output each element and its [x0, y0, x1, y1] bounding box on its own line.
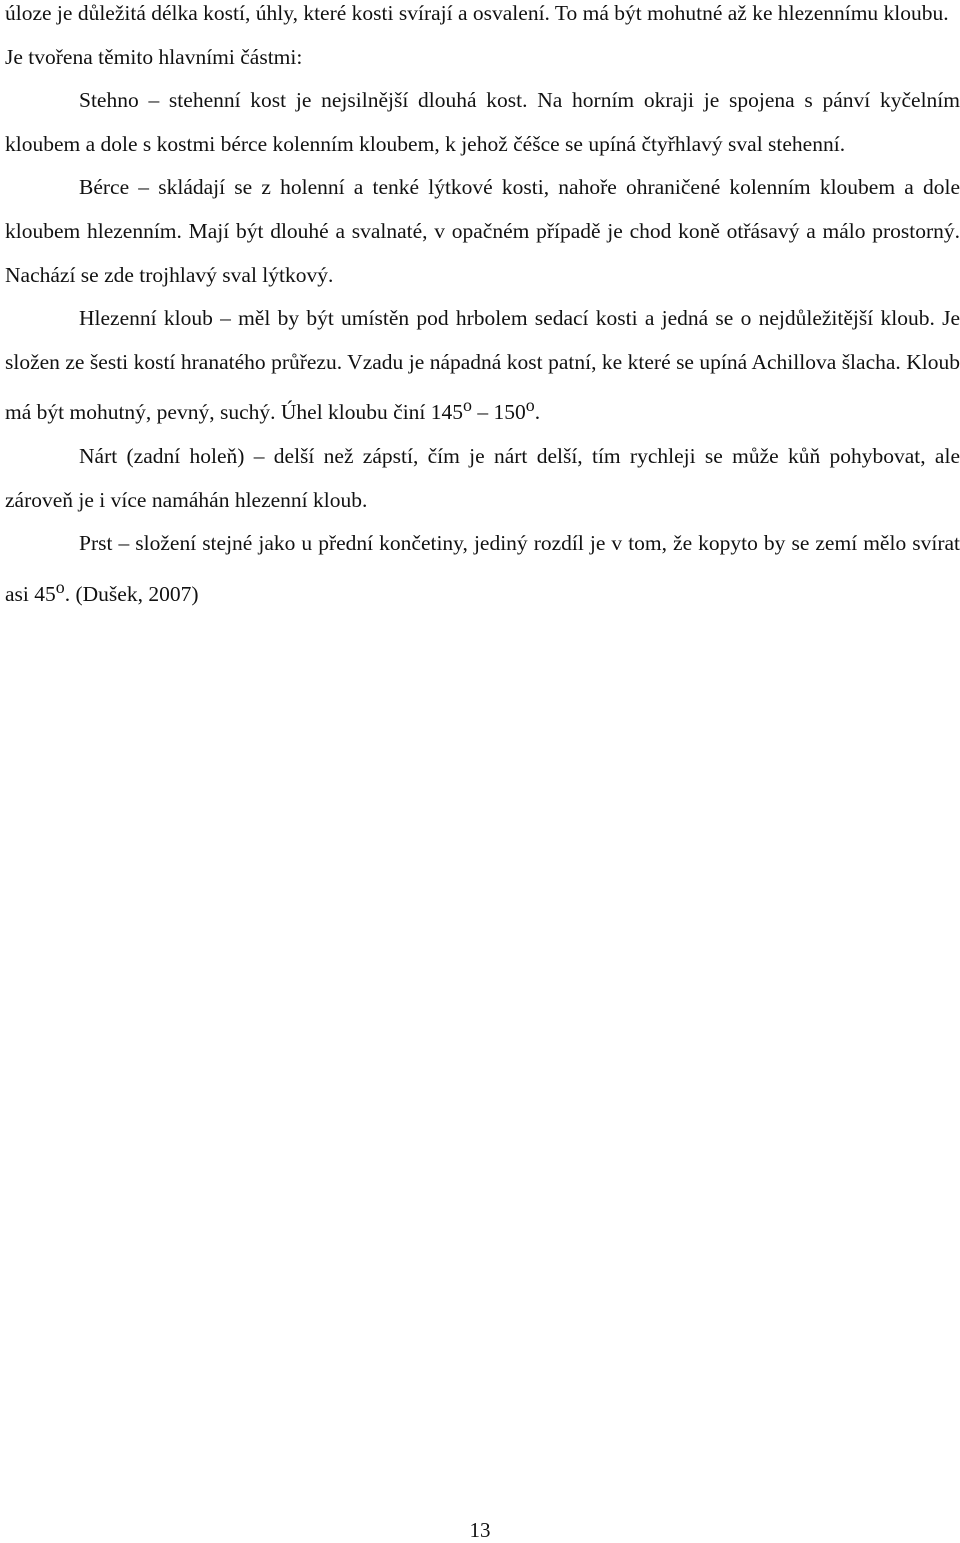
paragraph-continuation: úloze je důležitá délka kostí, úhly, které kosti svírají a osvalení. To má být mohutné až ke hlezennímu kloubu. [5, 1, 949, 25]
degree-superscript: o [55, 576, 65, 597]
paragraph-stehno: Stehno – stehenní kost je nejsilnější dlouhá kost. Na horním okraji je spojena s pánví kyčelním kloubem a dole s kostmi bérce kolenním kloubem, k jehož čéšce se upíná čtyřhlavý sval stehenní. [5, 88, 960, 156]
citation-text: . (Dušek, 2007) [64, 582, 199, 607]
paragraph-prst-text: Prst – složení stejné jako u přední končetiny, jediný rozdíl je v tom, že kopyto by se zemí mělo svírat asi 45 [5, 531, 960, 607]
degree-superscript: o [525, 395, 535, 416]
angle-range-text: – 150 [471, 400, 526, 425]
degree-superscript: o [463, 395, 472, 416]
page-number: 13 [469, 1518, 491, 1542]
paragraph-berce: Bérce – skládají se z holenní a tenké lýtkové kosti, nahoře ohraničené kolenním kloubem a dole kloubem hlezenním. Mají být dlouhé a svalnaté, v opačném případě je chod koně otřásavý a málo prostorný. Nachází se zde trojhlavý sval lýtkový. [5, 175, 960, 287]
body-text [5, 0, 960, 617]
paragraph-hlezenni-text: Hlezenní kloub – měl by být umístěn pod hrbolem sedací kosti a jedná se o nejdůležitější kloub. Je složen ze šesti kostí hranatého průřezu. Vzadu je nápadná kost patní, ke které se upíná Achillova šlacha. Kloub má být mohutný, pevný, suchý. Úhel kloubu činí 145 [5, 306, 960, 425]
sentence-end: . [534, 400, 541, 425]
paragraph-intro: Je tvořena těmito hlavními částmi: [5, 44, 303, 69]
paragraph-prst [5, 522, 960, 616]
paragraph-hlezenni-kloub [5, 297, 960, 435]
paragraph-nart: Nárt (zadní holeň) – delší než zápstí, čím je nárt delší, tím rychleji se může kůň pohybovat, ale zároveň je i více namáhán hlezenní kloub. [5, 444, 960, 512]
